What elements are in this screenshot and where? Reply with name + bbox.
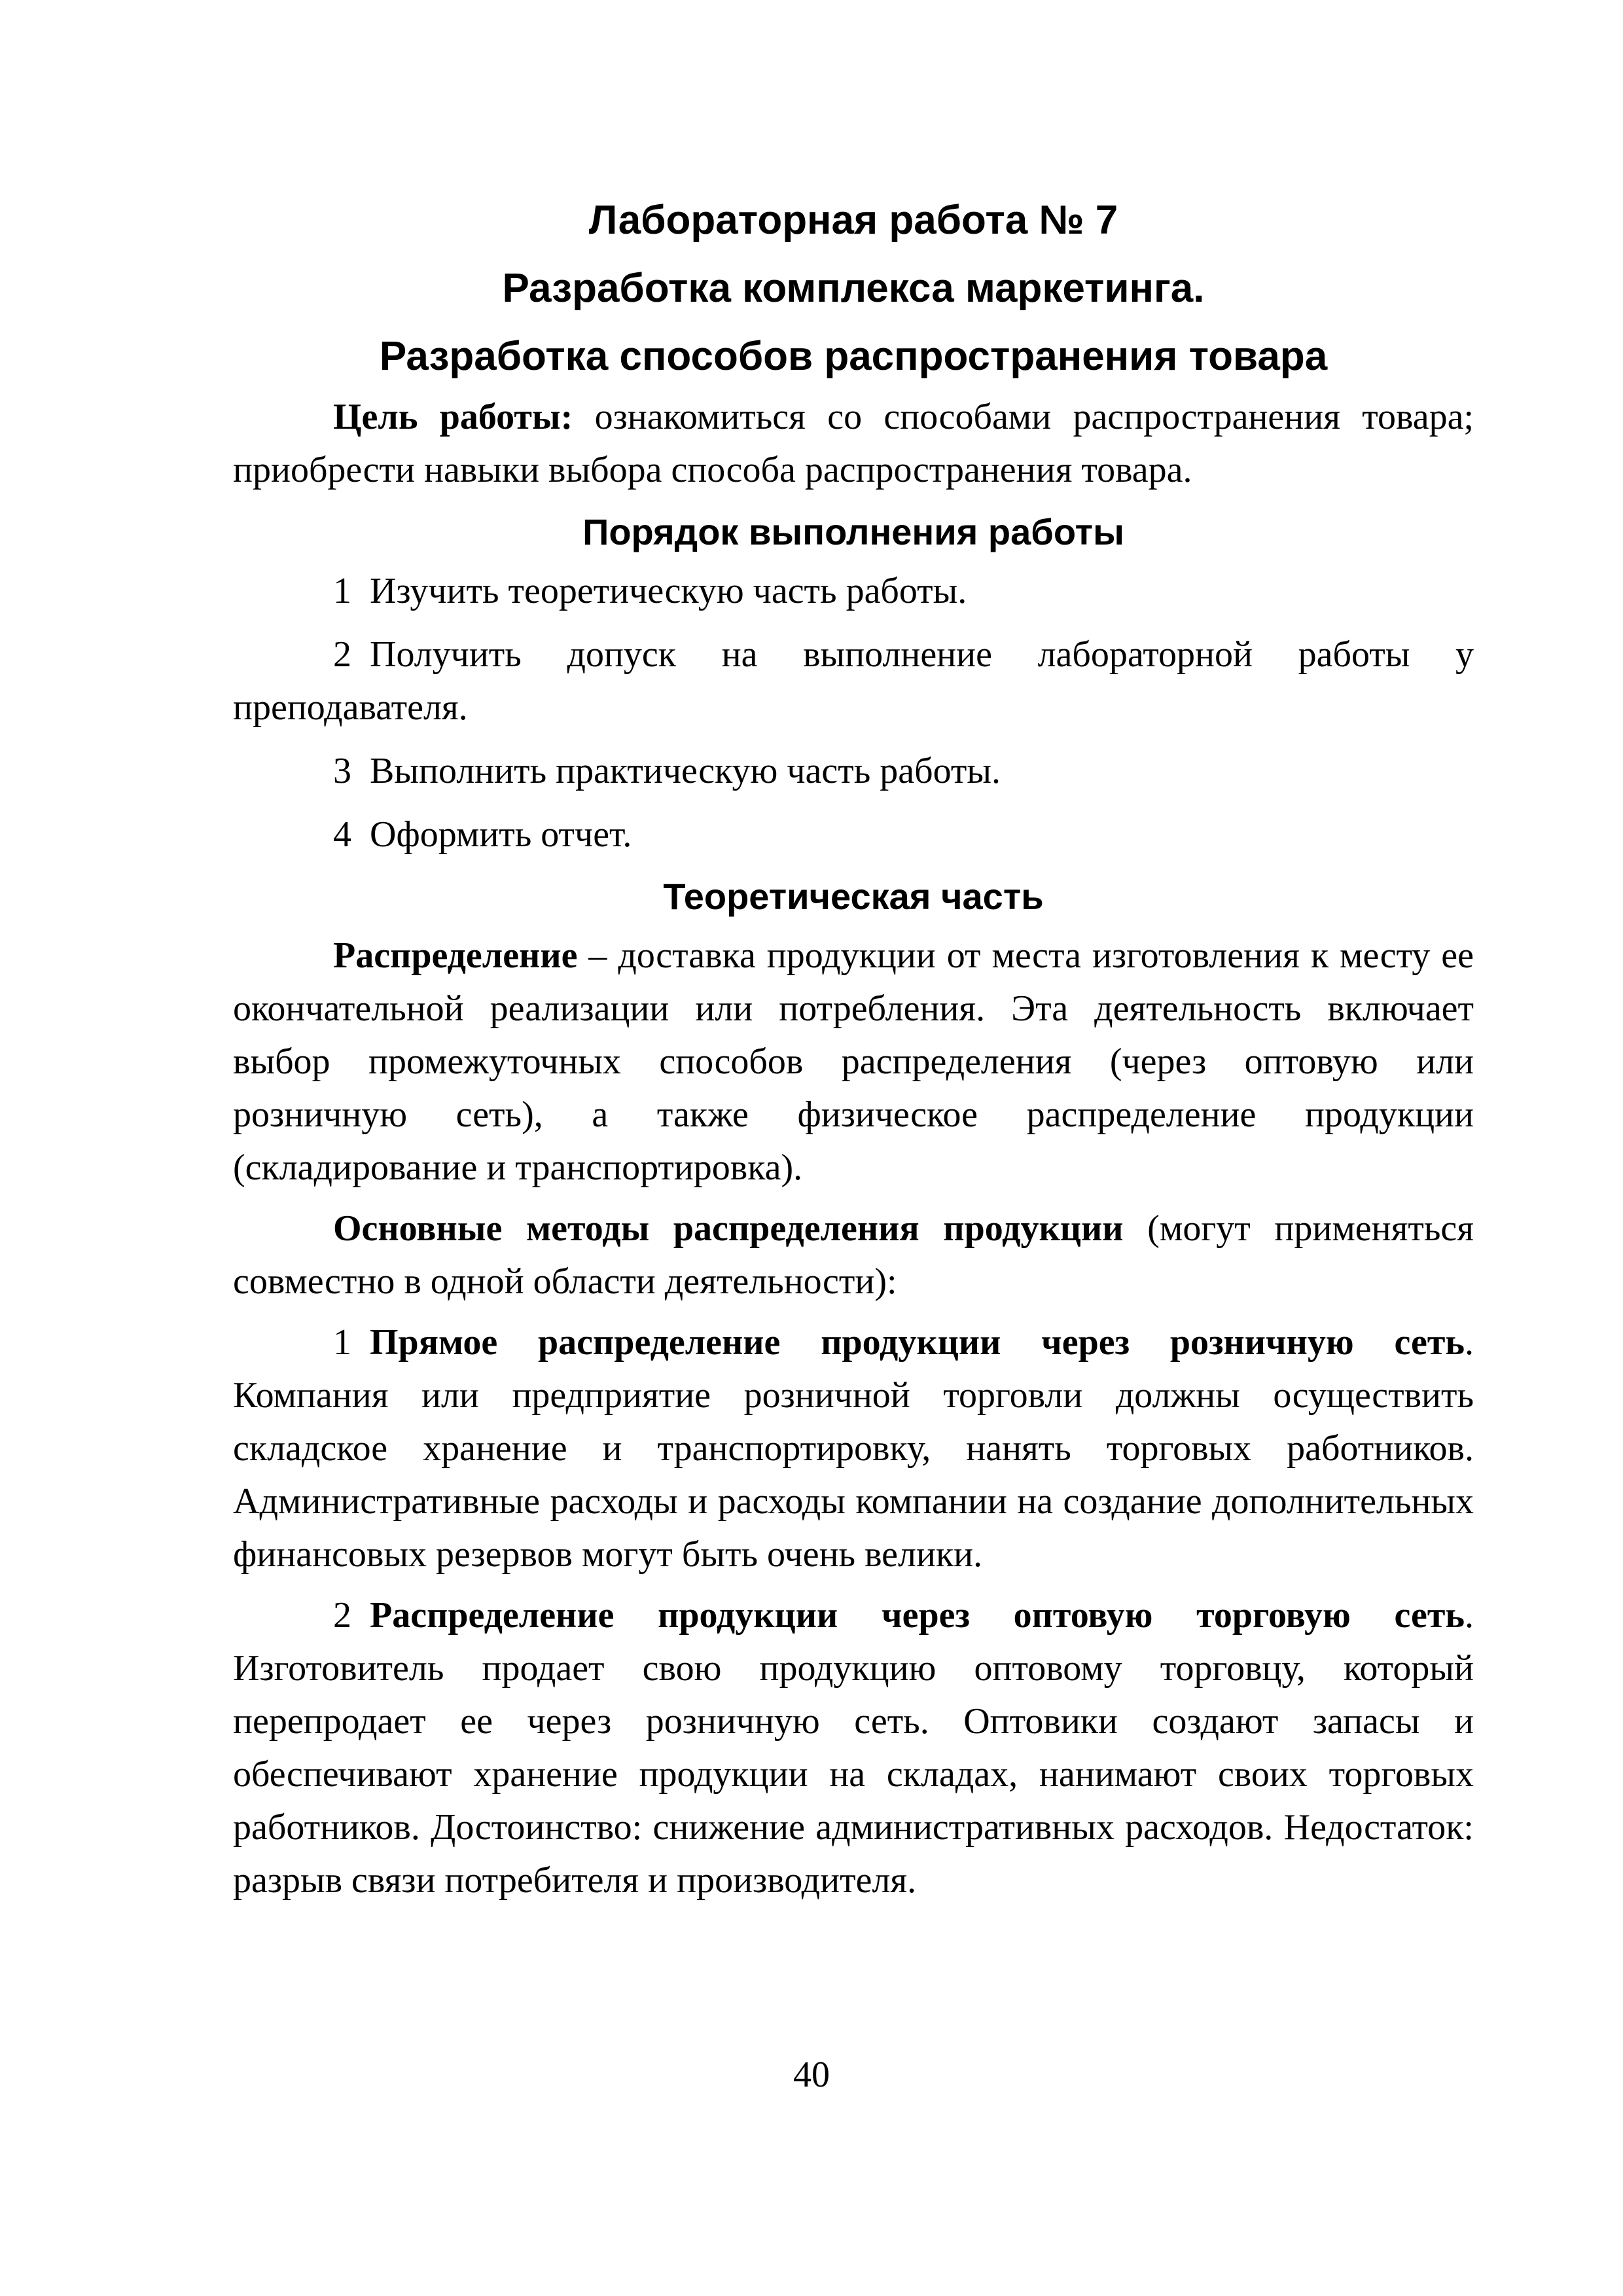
methods-text: (могут применяться совместно в одной области деятельности): (233, 1208, 1474, 1302)
methods-paragraph (233, 1202, 1474, 1308)
goal-text: ознакомиться со способами распространения товара; приобрести навыки выбора способа распространения товара. (233, 397, 1474, 490)
step-text: Оформить отчет. (370, 814, 632, 855)
procedure-heading: Порядок выполнения работы (582, 511, 1124, 552)
step-number: 2 (333, 634, 351, 675)
method-number: 2 (333, 1595, 351, 1636)
procedure-step (233, 565, 1474, 618)
step-text: Выполнить практическую часть работы. (370, 751, 1001, 791)
methods-term: Основные методы распределения продукции (333, 1208, 1124, 1249)
method-1-paragraph (233, 1316, 1474, 1581)
goal-label: Цель работы: (333, 397, 573, 437)
step-number: 4 (333, 814, 351, 855)
theory-heading: Теоретическая часть (663, 876, 1044, 917)
method-1-text: . Компания или предприятие розничной торговли должны осуществить складское хранение и транспортировку, нанять торговых работников. Административные расходы и расходы компании на создание дополнительных финансовых резервов могут быть очень велики. (233, 1322, 1474, 1575)
step-text: Получить допуск на выполнение лабораторной работы у преподавателя. (233, 634, 1474, 728)
step-text: Изучить теоретическую часть работы. (370, 571, 967, 611)
distribution-text: – доставка продукции от места изготовления к месту ее окончательной реализации или потребления. Эта деятельность включает выбор промежуточных способов распределения (через оптовую или розничную сеть), а также физическое распределение продукции (складирование и транспортировка). (233, 935, 1474, 1188)
method-1-term: Прямое распределение продукции через розничную сеть (370, 1322, 1465, 1363)
procedure-step (233, 628, 1474, 734)
distribution-paragraph (233, 929, 1474, 1194)
method-2-text: . Изготовитель продает свою продукцию оптовому торговцу, который перепродает ее через розничную сеть. Оптовики создают запасы и обеспечивают хранение продукции на складах, нанимают своих торговых работников. Достоинство: снижение административных расходов. Недостаток: разрыв связи потребителя и производителя. (233, 1595, 1474, 1901)
method-2-term: Распределение продукции через оптовую торговую сеть (370, 1595, 1465, 1636)
step-number: 3 (333, 751, 351, 791)
goal-paragraph (233, 391, 1474, 497)
lab-title: Лабораторная работа № 7 (588, 198, 1118, 243)
page-content (233, 187, 1474, 1907)
lab-subtitle: Разработка комплекса маркетинга. (502, 266, 1205, 311)
page-number: 40 (793, 2054, 830, 2095)
lab-topic: Разработка способов распространения товара (379, 334, 1328, 379)
procedure-step (233, 808, 1474, 861)
step-number: 1 (333, 571, 351, 611)
procedure-step (233, 745, 1474, 798)
method-2-paragraph (233, 1589, 1474, 1907)
method-number: 1 (333, 1322, 351, 1363)
distribution-term: Распределение (333, 935, 578, 976)
